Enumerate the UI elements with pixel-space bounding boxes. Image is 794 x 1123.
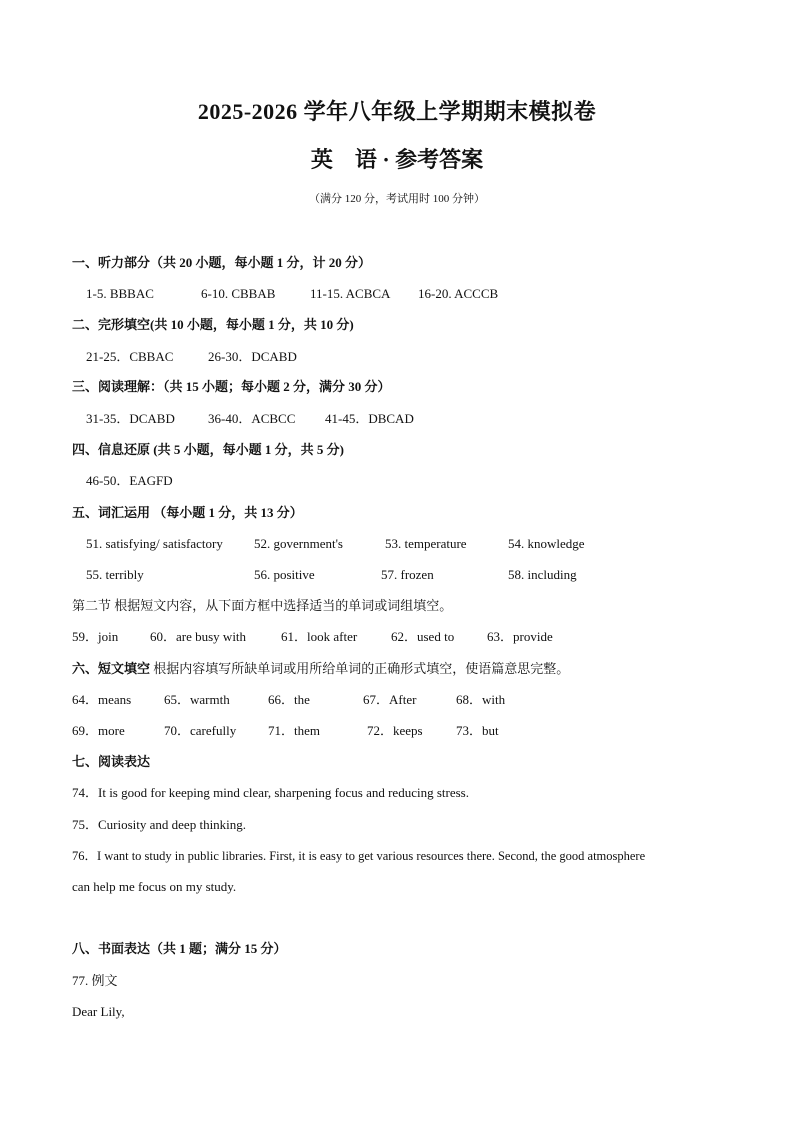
answer-item: 52. government's (254, 536, 343, 551)
answer-item: 60．are busy with (150, 629, 247, 644)
answer-item: 72．keeps (367, 723, 423, 738)
section-1-heading: 一、听力部分（共 20 小题，每小题 1 分，计 20 分） (72, 255, 372, 270)
section-6-heading: 六、短文填空 (72, 661, 151, 676)
section-6-heading-line (72, 661, 569, 677)
answer-item: 55. terribly (86, 567, 144, 582)
subject-left: 英 (310, 147, 333, 172)
answer-group: 31-35．DCABD (86, 411, 175, 426)
answer-item: 66．the (268, 692, 310, 707)
answer-item: 69．more (72, 723, 125, 738)
answer-item: 56. positive (254, 567, 315, 582)
section-8-heading: 八、书面表达（共 1 题；满分 15 分） (72, 941, 287, 956)
answer-group: 1-5. BBBAC (86, 286, 154, 301)
answer-group: 36-40．ACBCC (208, 411, 296, 426)
answer-group: 21-25．CBBAC (86, 349, 174, 364)
answer-item: 61．look after (281, 629, 358, 644)
answer-item: 67．After (363, 692, 417, 707)
section-5-part2: 第二节 根据短文内容，从下面方框中选择适当的单词或词组填空。 (72, 598, 453, 613)
answer-item: 70．carefully (164, 723, 237, 738)
page-title: 2025-2026 学年八年级上学期期末模拟卷 (197, 99, 597, 124)
answer-group: 46-50．EAGFD (86, 473, 173, 488)
answer-group: 41-45．DBCAD (325, 411, 414, 426)
section-4-heading: 四、信息还原 (共 5 小题，每小题 1 分，共 5 分) (72, 442, 344, 457)
section-6-instruction: 根据内容填写所缺单词或用所给单词的正确形式填空，使语篇意思完整。 (153, 661, 570, 676)
answer-74: 74．It is good for keeping mind clear, sharpening focus and reducing stress. (72, 785, 469, 800)
answer-item: 68．with (456, 692, 506, 707)
answer-76-line2: can help me focus on my study. (72, 879, 237, 894)
answer-group: 6-10. CBBAB (201, 286, 276, 301)
section-2-heading: 二、完形填空(共 10 小题，每小题 1 分，共 10 分) (72, 317, 354, 332)
answer-group: 11-15. ACBCA (310, 286, 391, 301)
answer-item: 65．warmth (164, 692, 230, 707)
answer-item: 51. satisfying/ satisfactory (86, 536, 223, 551)
answer-group: 16-20. ACCCB (418, 286, 499, 301)
answer-item: 62．used to (391, 629, 455, 644)
answer-item: 71．them (268, 723, 320, 738)
answer-item: 54. knowledge (508, 536, 585, 551)
essay-salutation: Dear Lily, (72, 1004, 125, 1019)
answer-item: 58. including (508, 567, 577, 582)
section-7-heading: 七、阅读表达 (72, 754, 151, 769)
page-subtitle (0, 143, 794, 174)
answer-76-line1: 76．I want to study in public libraries. First, it is easy to get various resources there. Second, the good atmosphere (72, 849, 646, 863)
subject-right: 语 · 参考答案 (354, 147, 484, 172)
section-5-heading: 五、词汇运用 （每小题 1 分，共 13 分） (72, 505, 303, 520)
answer-item: 73．but (456, 723, 499, 738)
answer-group: 26-30．DCABD (208, 349, 297, 364)
answer-item: 64．means (72, 692, 132, 707)
section-3-heading: 三、阅读理解：（共 15 小题；每小题 2 分，满分 30 分） (72, 379, 391, 394)
answer-item: 63．provide (487, 629, 553, 644)
essay-item-label: 77. 例文 (72, 973, 118, 988)
answer-item: 53. temperature (385, 536, 467, 551)
answer-item: 59．join (72, 629, 119, 644)
exam-note: （满分 120 分，考试用时 100 分钟） (309, 193, 485, 205)
answer-75: 75．Curiosity and deep thinking. (72, 817, 247, 832)
answer-item: 57. frozen (381, 567, 434, 582)
